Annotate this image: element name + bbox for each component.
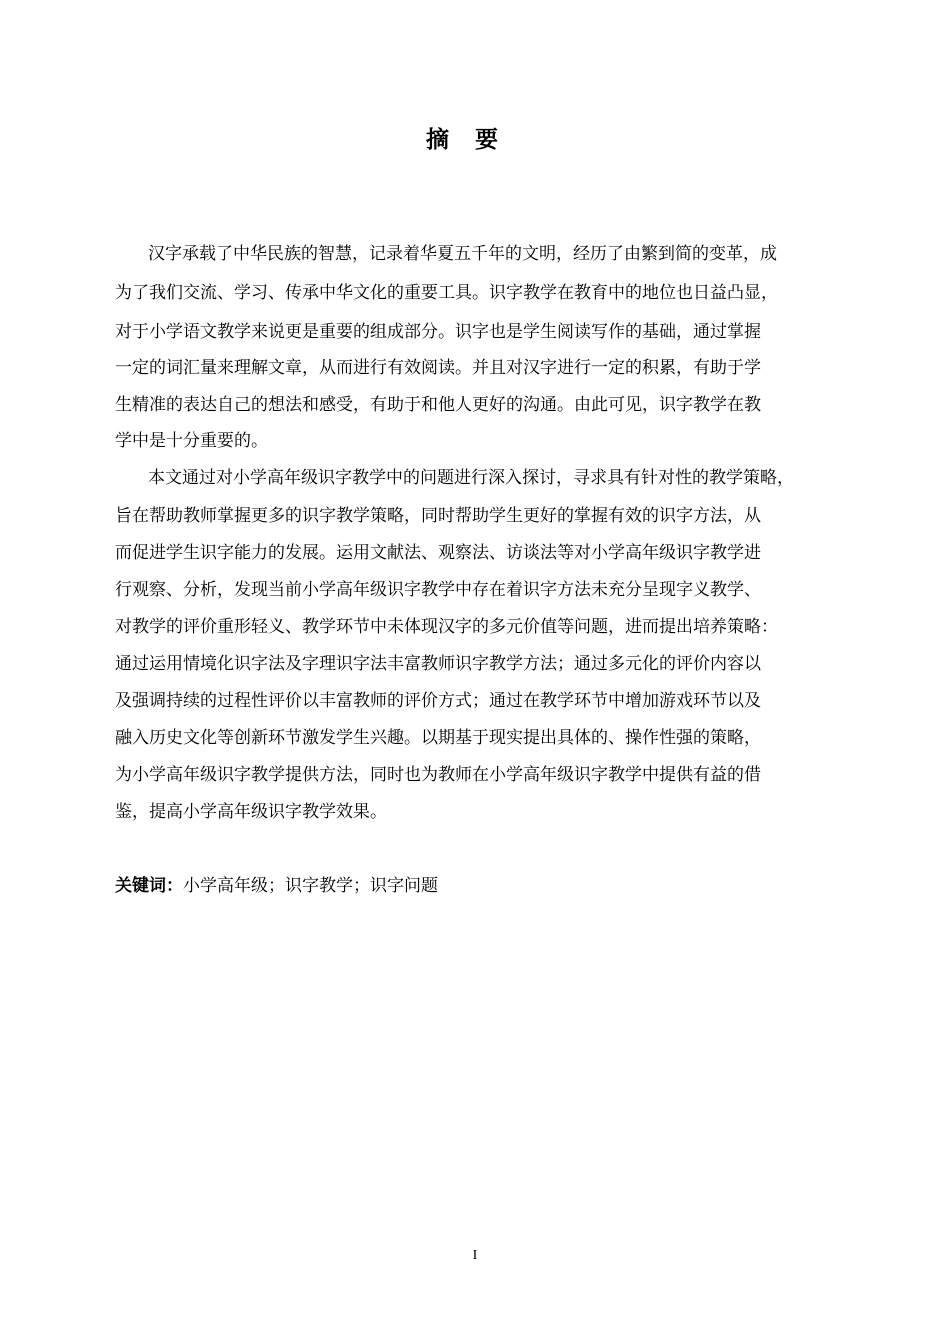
paragraph-1-line-2: 为了我们交流、学习、传承中华文化的重要工具。识字教学在教育中的地位也日益凸显， — [115, 283, 778, 303]
keywords-text: 小学高年级；识字教学；识字问题 — [183, 876, 438, 896]
page-number: I — [472, 1248, 478, 1263]
keywords-label: 关键词： — [115, 876, 183, 896]
paragraph-1-line-3: 对于小学语文教学来说更是重要的组成部分。识字也是学生阅读写作的基础，通过掌握 — [115, 322, 761, 342]
paragraph-2-line-10: 鉴，提高小学高年级识字教学效果。 — [115, 802, 387, 822]
paragraph-2-line-5: 对教学的评价重形轻义、教学环节中未体现汉字的多元价值等问题，进而提出培养策略： — [115, 617, 778, 637]
paragraph-1-line-4: 一定的词汇量来理解文章，从而进行有效阅读。并且对汉字进行一定的积累，有助于学 — [115, 358, 761, 378]
paragraph-2-line-8: 融入历史文化等创新环节激发学生兴趣。以期基于现实提出具体的、操作性强的策略， — [115, 728, 761, 748]
paragraph-2-line-1: 本文通过对小学高年级识字教学中的问题进行深入探讨，寻求具有针对性的教学策略， — [148, 468, 794, 488]
paragraph-2-line-6: 通过运用情境化识字法及字理识字法丰富教师识字教学方法；通过多元化的评价内容以 — [115, 654, 761, 674]
paragraph-2-line-3: 而促进学生识字能力的发展。运用文献法、观察法、访谈法等对小学高年级识字教学进 — [115, 543, 761, 563]
abstract-title: 摘要 — [426, 127, 524, 153]
paragraph-1-line-6: 学中是十分重要的。 — [115, 431, 268, 451]
paragraph-2-line-9: 为小学高年级识字教学提供方法，同时也为教师在小学高年级识字教学中提供有益的借 — [115, 765, 761, 785]
paragraph-1-line-1: 汉字承载了中华民族的智慧，记录着华夏五千年的文明，经历了由繁到简的变革，成 — [148, 244, 777, 264]
paragraph-2-line-4: 行观察、分析，发现当前小学高年级识字教学中存在着识字方法未充分呈现字义教学、 — [115, 580, 761, 600]
paragraph-1-line-5: 生精准的表达自己的想法和感受，有助于和他人更好的沟通。由此可见，识字教学在教 — [115, 395, 761, 415]
paragraph-2-line-2: 旨在帮助教师掌握更多的识字教学策略，同时帮助学生更好的掌握有效的识字方法，从 — [115, 506, 761, 526]
paragraph-2-line-7: 及强调持续的过程性评价以丰富教师的评价方式；通过在教学环节中增加游戏环节以及 — [115, 691, 761, 711]
keywords — [115, 874, 438, 898]
